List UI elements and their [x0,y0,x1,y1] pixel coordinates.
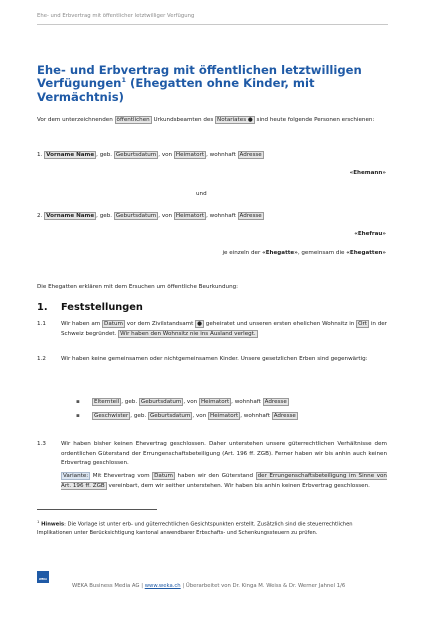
item-1-2-text: Wir haben keine gemeinsamen oder nichtgemeinsamen Kinder. Unsere gesetzlichen Erben sind gegenwärtig: [61,356,368,362]
item-1-3-variant [61,472,387,491]
item-text: geheiratet und unseren ersten ehelichen Wohnsitz in [203,321,357,327]
title-footnote-ref[interactable]: 1 [121,76,126,85]
variant-text: haben wir den Güterstand [175,473,256,479]
item-1-1-text [61,320,387,339]
party-2-text: , von [158,213,174,219]
item-number-1-3: 1.3 [37,441,46,447]
definition-text: , gemeinsam die [297,250,347,256]
placeholder-address[interactable]: Adresse [239,213,262,219]
item-1-3-text: Wir haben bisher keinen Ehevertrag geschlossen. Daher unterstehen unsere güterrechtlichen Verhältnisse dem ordentlichen Güterstand der Errungenschaftsbeteiligung (Art. 196 ff. ZGB). Ferner haben wir bis anhin auch keinen Erbvertrag geschlossen. [61,441,387,467]
heir-text: , geb. [121,399,139,405]
title-text: Ehe- und Erbvertrag mit öffentlichen letztwilligen Verfügungen [37,63,362,91]
placeholder-address[interactable]: Adresse [264,399,287,405]
definition-ehegatten: «Ehegatten» [346,250,386,256]
placeholder-hometown[interactable]: Heimatort [200,399,230,405]
party-2-line [37,212,387,222]
footnote-label: Hinweis [41,521,65,528]
placeholder-hometown[interactable]: Heimatort [175,152,205,158]
footnote-rule [37,509,157,510]
party-1-text: , wohnhaft [206,152,238,158]
party-2-number: 2. [37,213,45,219]
footer-credits: | Überarbeitet von Dr. Kinga M. Weiss & Dr. Werner Jahnel 1/6 [180,583,346,589]
party-1-text: , geb. [96,152,114,158]
placeholder-parent[interactable]: Elternteil [94,399,120,405]
footnote-text: : Die Vorlage ist unter erb- und güterrechtlichen Gesichtspunkten erstellt. Zusätzlich sind die steuerrechtlichen Implikationen unter Berücksichtigung kantonal anwendbarer Erbschafts- und Schenkungssteuern zu prüfen. [37,521,353,537]
definition-text: je einzeln der [222,250,263,256]
item-number-1-2: 1.2 [37,356,46,362]
section-heading-1 [37,302,143,313]
heir-text: , von [192,413,209,419]
intro-paragraph [37,116,387,126]
placeholder-birthdate[interactable]: Geburtsdatum [140,399,182,405]
intro-text-2: Urkundsbeamten des [151,117,216,123]
placeholder-date[interactable]: Datum [104,321,123,327]
placeholder-sibling[interactable]: Geschwister [94,413,129,419]
section-number: 1. [37,302,48,313]
placeholder-name[interactable]: Vorname Name [46,152,95,158]
section-title: Feststellungen [61,302,143,313]
heir-text: , geb. [130,413,148,419]
page-footer [72,583,345,589]
placeholder-birthdate[interactable]: Geburtsdatum [115,213,157,219]
placeholder-optional-sentence[interactable]: Wir haben den Wohnsitz nie ins Ausland verlegt. [120,330,256,337]
variant-text: Mit Ehevertrag vom [90,473,153,479]
title-suffix: (Ehegatten ohne Kinder, mit Vermächtnis) [37,76,315,104]
party-2-text: , wohnhaft [206,213,238,219]
header-rule [37,24,388,25]
definition-ehegatte: «Ehegatte» [262,250,298,256]
party-1-line [37,151,387,161]
weka-logo [37,571,49,583]
item-text: Wir haben am [61,321,103,327]
heir-line-sibling [92,412,382,422]
item-text: vor dem Zivilstandsamt [124,321,196,327]
party-2-text: , geb. [96,213,114,219]
heir-text: , von [183,399,199,405]
heir-line-parent [92,398,382,408]
heir-text: , wohnhaft [231,399,263,405]
party-1-number: 1. [37,152,45,158]
intro-text-1: Vor dem unterzeichnenden [37,117,115,123]
item-number-1-1: 1.1 [37,321,46,327]
placeholder-hometown[interactable]: Heimatort [210,413,239,419]
intro-text-3: sind heute folgende Personen erschienen: [254,117,375,123]
conjunction-und: und [196,191,207,197]
bullet-icon: ▪ [76,399,80,405]
variant-text: vereinbart, dem wir seither unterstehen. Wir haben bis anhin keinen Erbvertrag geschlossen. [106,482,370,489]
footer-publisher: WEKA Business Media AG | [72,583,145,589]
placeholder-address[interactable]: Adresse [239,152,262,158]
heir-text: , wohnhaft [240,413,272,419]
variant-label[interactable]: Variante: [63,473,89,479]
placeholder-marital-regime[interactable]: der Errungenschaftsbeteiligung im Sinne von Art. 196 ff. ZGB [61,473,387,489]
placeholder-birthdate[interactable]: Geburtsdatum [149,413,191,419]
placeholder-name[interactable]: Vorname Name [46,213,95,219]
party-1-text: , von [158,152,174,158]
item-text: in der Schweiz begründet. [61,321,387,337]
placeholder-notariat[interactable]: Notariates ● [217,117,253,123]
ehegatten-definition [222,249,386,259]
placeholder-civil-office[interactable]: ● [197,321,202,327]
placeholder-date[interactable]: Datum [154,473,174,479]
placeholder-oeffentlichen[interactable]: öffentlichen [116,117,150,123]
footer-link[interactable]: www.weka.ch [144,583,181,589]
placeholder-place[interactable]: Ort [358,321,367,327]
placeholder-birthdate[interactable]: Geburtsdatum [115,152,157,158]
placeholder-hometown[interactable]: Heimatort [175,213,205,219]
document-title [37,64,377,104]
footnote-number: 1 [37,519,40,524]
role-ehemann: «Ehemann» [349,170,386,176]
logo-text: WEKA [39,578,47,581]
running-header: Ehe- und Erbvertrag mit öffentlicher letztwilliger Verfügung [37,13,195,19]
footnote [37,518,387,538]
placeholder-address[interactable]: Adresse [273,413,296,419]
declaration-paragraph: Die Ehegatten erklären mit dem Ersuchen um öffentliche Beurkundung: [37,284,239,290]
bullet-icon: ▪ [76,413,80,419]
role-ehefrau: «Ehefrau» [354,231,386,237]
